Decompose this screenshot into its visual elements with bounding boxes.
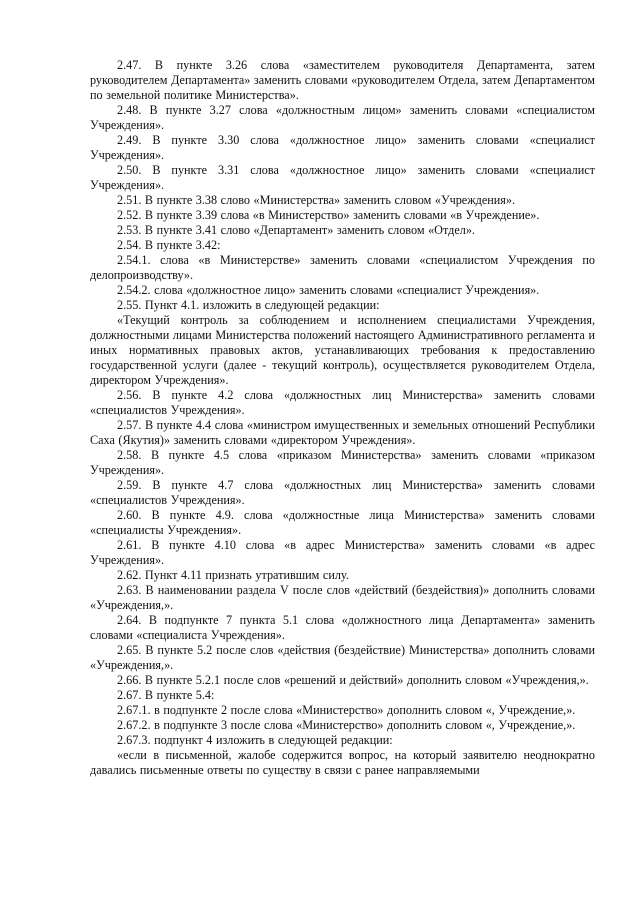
paragraph: 2.63. В наименовании раздела V после слов «действий (бездействия)» дополнить словами «Учреждения,». bbox=[90, 583, 595, 612]
paragraph: 2.67.3. подпункт 4 изложить в следующей редакции: bbox=[117, 733, 393, 747]
paragraph: 2.62. Пункт 4.11 признать утратившим силу. bbox=[117, 568, 349, 582]
paragraph: 2.48. В пункте 3.27 слова «должностным лицом» заменить словами «специалистом Учреждения». bbox=[90, 103, 595, 132]
paragraph: 2.67.1. в подпункте 2 после слова «Министерство» дополнить словом «, Учреждение,». bbox=[117, 703, 576, 717]
paragraph: 2.53. В пункте 3.41 слово «Департамент» заменить словом «Отдел». bbox=[117, 223, 475, 237]
paragraph: 2.52. В пункте 3.39 слова «в Министерство» заменить словами «в Учреждение». bbox=[117, 208, 540, 222]
paragraph: 2.50. В пункте 3.31 слова «должностное лицо» заменить словами «специалист Учреждения». bbox=[90, 163, 595, 192]
paragraph: 2.66. В пункте 5.2.1 после слов «решений и действий» дополнить словом «Учреждения,». bbox=[117, 673, 589, 687]
quoted-paragraph: «если в письменной, жалобе содержится вопрос, на который заявителю неоднократно давались письменные ответы по существу в связи с ранее направляемыми bbox=[90, 748, 595, 777]
paragraph: 2.55. Пункт 4.1. изложить в следующей редакции: bbox=[117, 298, 380, 312]
paragraph: 2.54.1. слова «в Министерстве» заменить словами «специалистом Учреждения по делопроизводству». bbox=[90, 253, 595, 282]
paragraph: 2.65. В пункте 5.2 после слов «действия (бездействие) Министерства» дополнить словами «Учреждения,». bbox=[90, 643, 595, 672]
paragraph: 2.56. В пункте 4.2 слова «должностных лиц Министерства» заменить словами «специалистов Учреждения». bbox=[90, 388, 595, 417]
quoted-paragraph: «Текущий контроль за соблюдением и исполнением специалистами Учреждения, должностными лицами Министерства положений настоящего Административного регламента и иных нормативных правовых актов, устанавливающих требования к предоставлению государственной услуги (далее - текущий контроль), осуществляется руководителем Отдела, директором Учреждения». bbox=[90, 313, 595, 387]
paragraph: 2.67.2. в подпункте 3 после слова «Министерство» дополнить словом «, Учреждение,». bbox=[117, 718, 576, 732]
paragraph: 2.49. В пункте 3.30 слова «должностное лицо» заменить словами «специалист Учреждения». bbox=[90, 133, 595, 162]
paragraph: 2.60. В пункте 4.9. слова «должностные лица Министерства» заменить словами «специалисты Учреждения». bbox=[90, 508, 595, 537]
paragraph: 2.51. В пункте 3.38 слово «Министерства» заменить словом «Учреждения». bbox=[117, 193, 516, 207]
paragraph: 2.54.2. слова «должностное лицо» заменить словами «специалист Учреждения». bbox=[117, 283, 540, 297]
paragraph: 2.57. В пункте 4.4 слова «министром имущественных и земельных отношений Республики Саха (Якутия)» заменить словами «директором Учреждения». bbox=[90, 418, 595, 447]
paragraph: 2.61. В пункте 4.10 слова «в адрес Министерства» заменить словами «в адрес Учреждения». bbox=[90, 538, 595, 567]
paragraph: 2.67. В пункте 5.4: bbox=[117, 688, 215, 702]
document-page bbox=[90, 58, 595, 778]
paragraph: 2.58. В пункте 4.5 слова «приказом Министерства» заменить словами «приказом Учреждения». bbox=[90, 448, 595, 477]
paragraph: 2.47. В пункте 3.26 слова «заместителем руководителя Департамента, затем руководителем Департамента» заменить словами «руководителем Отдела, затем Департаментом по земельной политике Министерства». bbox=[90, 58, 595, 102]
paragraph: 2.54. В пункте 3.42: bbox=[117, 238, 221, 252]
paragraph: 2.64. В подпункте 7 пункта 5.1 слова «должностного лица Департамента» заменить словами «специалиста Учреждения». bbox=[90, 613, 595, 642]
paragraph: 2.59. В пункте 4.7 слова «должностных лиц Министерства» заменить словами «специалистов Учреждения». bbox=[90, 478, 595, 507]
